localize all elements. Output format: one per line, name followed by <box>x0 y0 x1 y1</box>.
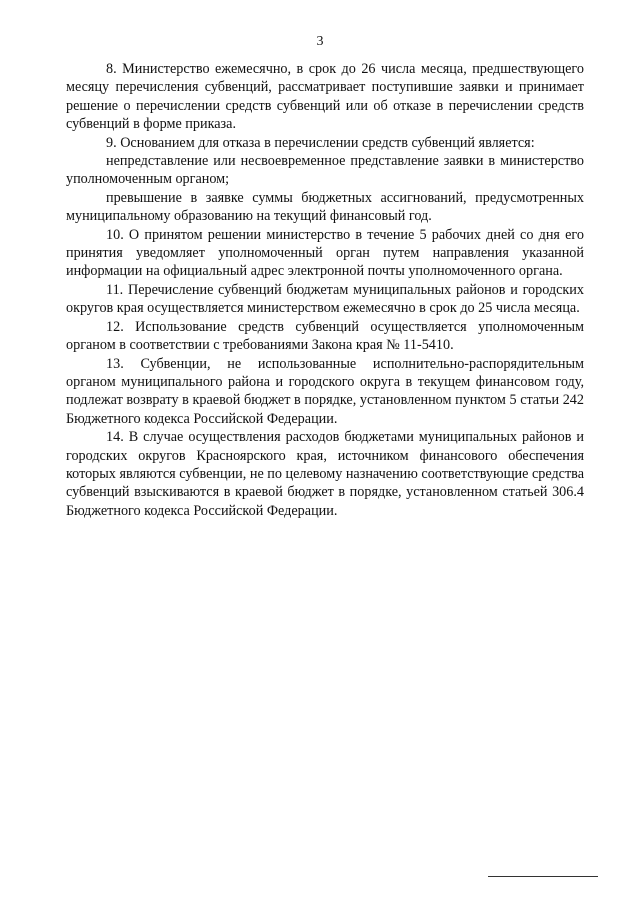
footer-divider <box>488 876 598 877</box>
document-body <box>66 60 584 520</box>
paragraph-9: 9. Основанием для отказа в перечислении средств субвенций является: <box>106 134 535 151</box>
page-number: 3 <box>316 34 324 49</box>
paragraph-9-reason-1: непредставление или несвоевременное представление заявки в министерство уполномоченным органом; <box>66 153 584 188</box>
paragraph-14: 14. В случае осуществления расходов бюджетами муниципальных районов и городских округов Красноярского края, источником финансового обеспечения которых являются субвенции, не по целевому назначению соответствующие средства субвенций взыскиваются в краевой бюджет в порядке, установленном статьей 306.4 Бюджетного кодекса Российской Федерации. <box>66 429 584 519</box>
paragraph-13: 13. Субвенции, не использованные исполнительно-распорядительным органом муниципального района и городского округа в текущем финансовом году, подлежат возврату в краевой бюджет в порядке, установленном пунктом 5 статьи 242 Бюджетного кодекса Российской Федерации. <box>66 355 584 427</box>
paragraph-12: 12. Использование средств субвенций осуществляется уполномоченным органом в соответствии с требованиями Закона края № 11-5410. <box>66 318 584 354</box>
paragraph-8: 8. Министерство ежемесячно, в срок до 26 числа месяца, предшествующего месяцу перечисления субвенций, рассматривает поступившие заявки и принимает решение о перечислении средств субвенций или об отказе в перечислении средств субвенций в форме приказа. <box>66 61 584 133</box>
paragraph-10: 10. О принятом решении министерство в течение 5 рабочих дней со дня его принятия уведомляет уполномоченный орган путем направления указанной информации на официальный адрес электронной почты уполномоченного органа. <box>66 226 584 280</box>
paragraph-9-reason-2: превышение в заявке суммы бюджетных ассигнований, предусмотренных муниципальному образованию на текущий финансовый год. <box>66 189 584 225</box>
paragraph-11: 11. Перечисление субвенций бюджетам муниципальных районов и городских округов края осуществляется министерством ежемесячно в срок до 25 числа месяца. <box>66 281 584 317</box>
